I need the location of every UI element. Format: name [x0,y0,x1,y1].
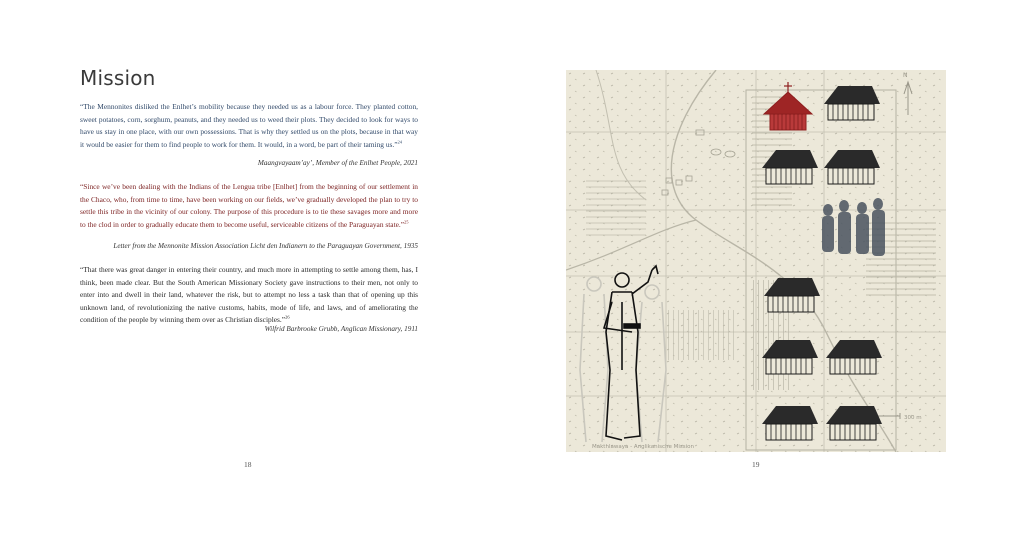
quote-mennonite-letter-text: “Since we’ve been dealing with the Indians of the Lengua tribe [Enlhet] from the beginning of our settlement in the Chaco, who, from time to time, have been working on our fields, we’ve gradually developed the plan to try to settle this tribe in the vicinity of our colony. The purpose of this procedure is to tie these savages more and more to the clod in order to gradually educate them to become useful, serviceable citizens of the Paraguayan state.” [80,182,418,229]
map-caption: Makthlawaya - Anglikanische Mission [592,444,694,450]
page-title: Mission [80,66,156,90]
page-number-right: 19 [752,460,760,469]
quote-enlhet-text: “The Mennonites disliked the Enlhet’s mobility because they needed us as a labour force. They planted cotton, sweet potatoes, corn, sorghum, peanuts, and they needed us to weed their plots. They decided to look for ways to have us stay in one place, with our own possessions. That is why they settled us on the plots, because in that way it would be easier for them to find people to work for them. It would, in a word, be part of their taming us.” [80,102,418,149]
quote-enlhet [80,101,418,151]
scale-label: 300 m [904,415,922,421]
quote-grubb [80,264,418,327]
attribution-enlhet: Maangvayaam’ay’, Member of the Enlhet People, 2021 [257,159,418,167]
footnote-ref-24: 24 [397,139,403,145]
attribution-mennonite: Letter from the Mennonite Mission Association Licht den Indianern to the Paraguayan Government, 1935 [113,242,418,250]
attribution-grubb: Wilfrid Barbrooke Grubb, Anglican Missionary, 1911 [264,325,418,333]
page-number-left: 18 [244,460,252,469]
right-page [512,0,1024,538]
quote-mennonite-letter [80,181,418,231]
footnote-ref-25: 25 [404,219,409,225]
north-label: N [903,72,908,79]
mission-map-illustration [566,70,946,452]
footnote-ref-26: 26 [285,314,290,320]
quote-grubb-text: “That there was great danger in entering their country, and much more in attempting to settle among them, has, I think, been made clear. But the South American Missionary Society gave instructions to their men, not only to enter into and dwell in their land, whatever the risk, but to attempt no less a task than that of opening up this unknown land, of revolutionizing the native customs, habits, mode of life, and laws, and of ameliorating the condition of the people by winning them over as Christian disciples.” [80,265,418,325]
